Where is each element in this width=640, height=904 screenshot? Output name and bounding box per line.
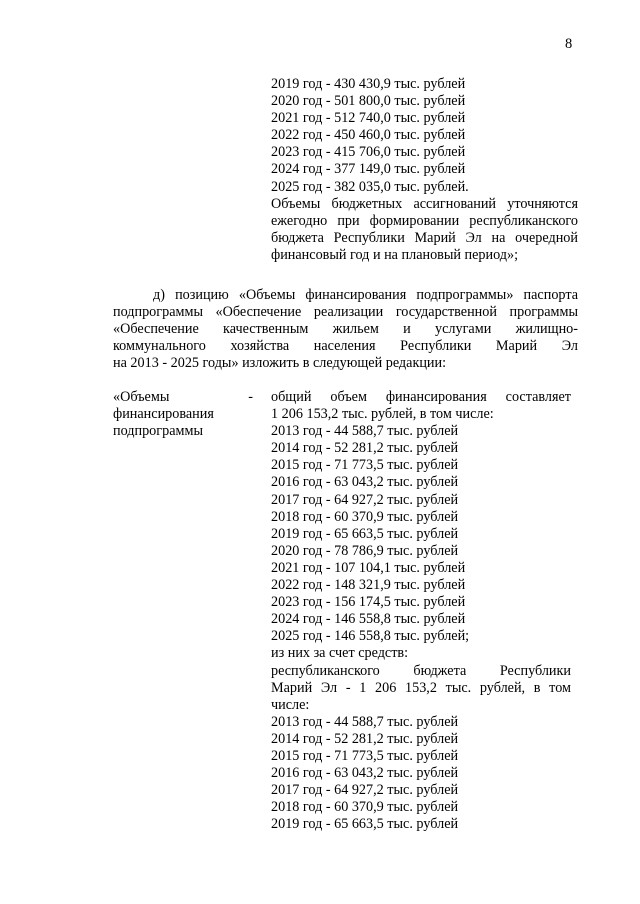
year-line: 2025 год - 146 558,8 тыс. рублей;: [271, 628, 470, 645]
funding-details-block: [271, 389, 571, 833]
year-line: 2023 год - 156 174,5 тыс. рублей: [271, 594, 466, 611]
year-line: 2015 год - 71 773,5 тыс. рублей: [271, 747, 459, 764]
year-line: 2024 год - 146 558,8 тыс. рублей: [271, 611, 466, 628]
year-line: 2019 год - 65 663,5 тыс. рублей: [271, 816, 459, 833]
year-line: 2019 год - 65 663,5 тыс. рублей: [271, 525, 459, 542]
year-line: 2021 год - 107 104,1 тыс. рублей: [271, 559, 466, 576]
page-number: 8: [565, 36, 573, 52]
year-line: 2018 год - 60 370,9 тыс. рублей: [271, 799, 459, 816]
label-line: [113, 389, 253, 406]
budget-line: Марий Эл - 1 206 153,2 тыс. рублей, в том: [271, 679, 571, 696]
intro-line: 1 206 153,2 тыс. рублей, в том числе:: [271, 406, 494, 423]
label-line: финансирования: [113, 406, 214, 423]
year-line: 2014 год - 52 281,2 тыс. рублей: [271, 730, 459, 747]
year-line: 2025 год - 382 035,0 тыс. рублей.: [271, 178, 469, 195]
paragraph-line: на 2013 - 2025 годы» изложить в следующей редакции:: [113, 355, 447, 372]
year-line: 2016 год - 63 043,2 тыс. рублей: [271, 765, 459, 782]
year-line: 2018 год - 60 370,9 тыс. рублей: [271, 508, 459, 525]
intro-line: общий объем финансирования составляет: [271, 389, 571, 405]
position-label: [113, 389, 253, 440]
year-line: 2013 год - 44 588,7 тыс. рублей: [271, 713, 459, 730]
label-text: «Объемы: [113, 389, 170, 405]
paragraph-line: д) позицию «Объемы финансирования подпрограммы» паспорта: [153, 287, 578, 303]
sources-intro: из них за счет средств:: [271, 645, 409, 662]
year-line: 2016 год - 63 043,2 тыс. рублей: [271, 474, 459, 491]
year-line: 2019 год - 430 430,9 тыс. рублей: [271, 76, 466, 92]
paragraph-line: коммунального хозяйства населения Республики Марий Эл: [113, 338, 578, 355]
year-line: 2013 год - 44 588,7 тыс. рублей: [271, 423, 459, 440]
year-line: 2020 год - 78 786,9 тыс. рублей: [271, 542, 459, 559]
year-line: 2022 год - 148 321,9 тыс. рублей: [271, 577, 466, 594]
year-line: 2022 год - 450 460,0 тыс. рублей: [271, 127, 466, 144]
note-line: Объемы бюджетных ассигнований уточняются: [271, 195, 578, 212]
year-line: 2023 год - 415 706,0 тыс. рублей: [271, 144, 466, 161]
year-line: 2021 год - 512 740,0 тыс. рублей: [271, 110, 466, 127]
funding-years-block: [271, 76, 578, 264]
label-dash: -: [248, 389, 253, 405]
year-line: 2017 год - 64 927,2 тыс. рублей: [271, 491, 459, 508]
note-line: финансовый год и на плановый период»;: [271, 246, 519, 263]
label-line: подпрограммы: [113, 423, 203, 440]
year-line: 2020 год - 501 800,0 тыс. рублей: [271, 93, 466, 110]
year-line: 2017 год - 64 927,2 тыс. рублей: [271, 782, 459, 799]
note-line: бюджета Республики Марий Эл на очередной: [271, 229, 578, 246]
note-line: ежегодно при формировании республиканского: [271, 212, 578, 229]
budget-line: числе:: [271, 696, 310, 713]
paragraph-line: «Обеспечение качественным жильем и услугами жилищно-: [113, 321, 578, 338]
year-line: 2024 год - 377 149,0 тыс. рублей: [271, 161, 466, 178]
amendment-paragraph: [113, 287, 578, 372]
year-line: 2014 год - 52 281,2 тыс. рублей: [271, 440, 459, 457]
budget-line: республиканского бюджета Республики: [271, 662, 571, 679]
year-line: 2015 год - 71 773,5 тыс. рублей: [271, 457, 459, 474]
paragraph-line: подпрограммы «Обеспечение реализации государственной программы: [113, 304, 578, 321]
